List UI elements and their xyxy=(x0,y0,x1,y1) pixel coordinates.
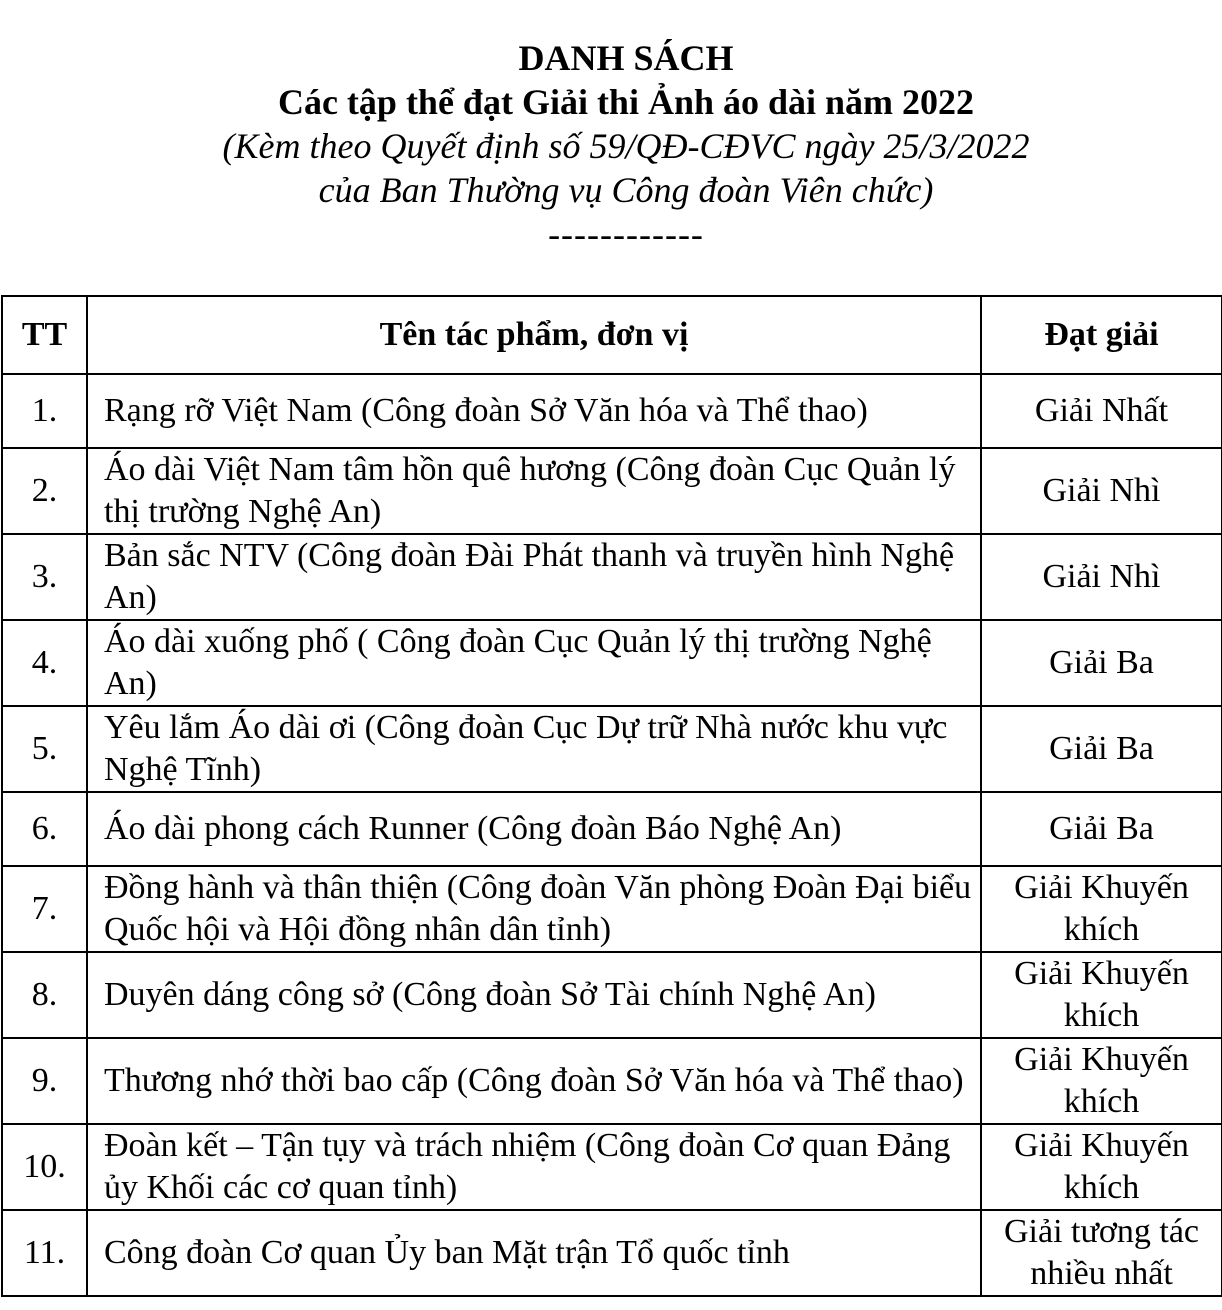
entry-prize: Giải Ba xyxy=(981,620,1222,706)
entry-name: Áo dài xuống phố ( Công đoàn Cục Quản lý thị trường Nghệ An) xyxy=(87,620,981,706)
table-header-row xyxy=(2,296,1222,374)
column-header-name: Tên tác phẩm, đơn vị xyxy=(87,296,981,374)
table-row xyxy=(2,706,1222,792)
column-header-tt: TT xyxy=(2,296,87,374)
row-number: 1. xyxy=(2,374,87,448)
column-header-prize: Đạt giải xyxy=(981,296,1222,374)
entry-name: Công đoàn Cơ quan Ủy ban Mặt trận Tổ quốc tỉnh xyxy=(87,1210,981,1296)
table-row xyxy=(2,374,1222,448)
entry-name: Đoàn kết – Tận tụy và trách nhiệm (Công đoàn Cơ quan Đảng ủy Khối các cơ quan tỉnh) xyxy=(87,1124,981,1210)
table-row xyxy=(2,792,1222,866)
row-number: 6. xyxy=(2,792,87,866)
separator-line: ------------ xyxy=(548,214,704,254)
document-subtitle: Các tập thể đạt Giải thi Ảnh áo dài năm 2022 xyxy=(277,82,975,122)
decision-reference: (Kèm theo Quyết định số 59/QĐ-CĐVC ngày 25/3/2022 xyxy=(222,126,1030,166)
row-number: 5. xyxy=(2,706,87,792)
table-row xyxy=(2,866,1222,952)
row-number: 9. xyxy=(2,1038,87,1124)
document-header xyxy=(0,36,1222,256)
table-row xyxy=(2,1210,1222,1296)
entry-prize: Giải Khuyến khích xyxy=(981,1038,1222,1124)
row-number: 10. xyxy=(2,1124,87,1210)
entry-prize: Giải tương tác nhiều nhất xyxy=(981,1210,1222,1296)
issuing-body: của Ban Thường vụ Công đoàn Viên chức) xyxy=(318,170,934,210)
entry-prize: Giải Ba xyxy=(981,792,1222,866)
entry-name: Áo dài phong cách Runner (Công đoàn Báo Nghệ An) xyxy=(87,792,981,866)
table-row xyxy=(2,620,1222,706)
entry-prize: Giải Khuyến khích xyxy=(981,952,1222,1038)
entry-name: Duyên dáng công sở (Công đoàn Sở Tài chính Nghệ An) xyxy=(87,952,981,1038)
entry-name: Thương nhớ thời bao cấp (Công đoàn Sở Văn hóa và Thể thao) xyxy=(87,1038,981,1124)
row-number: 7. xyxy=(2,866,87,952)
entry-name: Yêu lắm Áo dài ơi (Công đoàn Cục Dự trữ Nhà nước khu vực Nghệ Tĩnh) xyxy=(87,706,981,792)
entry-prize: Giải Nhì xyxy=(981,534,1222,620)
table-row xyxy=(2,952,1222,1038)
table-row xyxy=(2,1038,1222,1124)
table-row xyxy=(2,448,1222,534)
awards-table xyxy=(1,295,1222,1297)
row-number: 2. xyxy=(2,448,87,534)
entry-prize: Giải Nhì xyxy=(981,448,1222,534)
entry-name: Đồng hành và thân thiện (Công đoàn Văn phòng Đoàn Đại biểu Quốc hội và Hội đồng nhân dân tỉnh) xyxy=(87,866,981,952)
table-row xyxy=(2,1124,1222,1210)
entry-name: Bản sắc NTV (Công đoàn Đài Phát thanh và truyền hình Nghệ An) xyxy=(87,534,981,620)
entry-prize: Giải Khuyến khích xyxy=(981,1124,1222,1210)
row-number: 8. xyxy=(2,952,87,1038)
row-number: 4. xyxy=(2,620,87,706)
table-row xyxy=(2,534,1222,620)
entry-prize: Giải Ba xyxy=(981,706,1222,792)
entry-prize: Giải Nhất xyxy=(981,374,1222,448)
entry-prize: Giải Khuyến khích xyxy=(981,866,1222,952)
row-number: 3. xyxy=(2,534,87,620)
entry-name: Áo dài Việt Nam tâm hồn quê hương (Công đoàn Cục Quản lý thị trường Nghệ An) xyxy=(87,448,981,534)
row-number: 11. xyxy=(2,1210,87,1296)
document-title: DANH SÁCH xyxy=(518,38,734,78)
entry-name: Rạng rỡ Việt Nam (Công đoàn Sở Văn hóa và Thể thao) xyxy=(87,374,981,448)
